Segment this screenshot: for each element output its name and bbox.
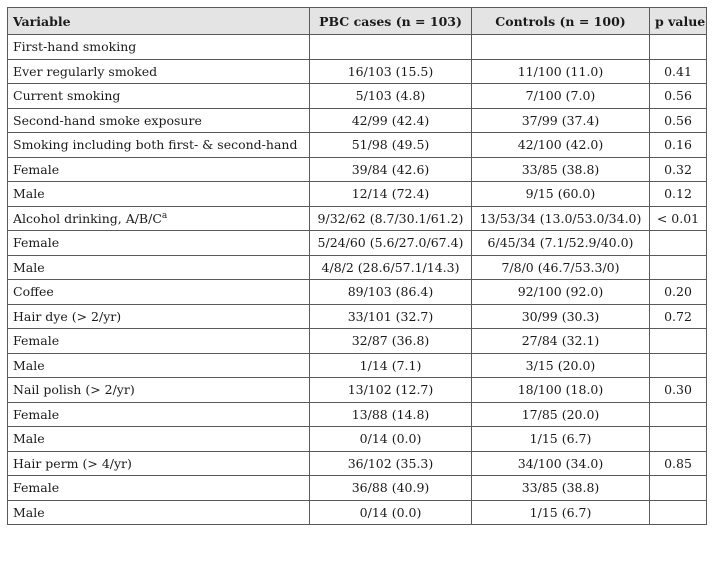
- cell-pbc-cases: 36/88 (40.9): [310, 476, 472, 501]
- header-p-value: p value: [650, 8, 707, 35]
- cell-controls: 11/100 (11.0): [472, 59, 650, 84]
- table-row: [8, 427, 707, 452]
- cell-p-value: < 0.01: [650, 206, 707, 231]
- variable-label: Alcohol drinking, A/B/C: [13, 210, 162, 226]
- table-row: [8, 108, 707, 133]
- variable-label: Smoking including both first- & second-hand: [13, 137, 298, 153]
- cell-variable: [8, 402, 310, 427]
- table-row: [8, 231, 707, 256]
- table-row: [8, 133, 707, 158]
- cell-variable: [8, 231, 310, 256]
- cell-p-value: [650, 231, 707, 256]
- cell-p-value: [650, 353, 707, 378]
- cell-pbc-cases: 89/103 (86.4): [310, 280, 472, 305]
- cell-controls: 30/99 (30.3): [472, 304, 650, 329]
- cell-variable: [8, 157, 310, 182]
- cell-variable: [8, 304, 310, 329]
- risk-factor-table: [7, 7, 707, 525]
- cell-controls: [472, 35, 650, 60]
- cell-pbc-cases: 0/14 (0.0): [310, 500, 472, 525]
- cell-variable: [8, 451, 310, 476]
- variable-label: Male: [13, 186, 45, 202]
- variable-label: Nail polish (> 2/yr): [13, 382, 135, 398]
- cell-controls: 3/15 (20.0): [472, 353, 650, 378]
- variable-label: Female: [13, 161, 60, 177]
- variable-label: Current smoking: [13, 88, 121, 104]
- cell-controls: 42/100 (42.0): [472, 133, 650, 158]
- cell-controls: 33/85 (38.8): [472, 476, 650, 501]
- cell-controls: 33/85 (38.8): [472, 157, 650, 182]
- cell-pbc-cases: 1/14 (7.1): [310, 353, 472, 378]
- cell-controls: 1/15 (6.7): [472, 427, 650, 452]
- variable-label: Female: [13, 480, 60, 496]
- cell-p-value: [650, 329, 707, 354]
- cell-controls: 17/85 (20.0): [472, 402, 650, 427]
- table-row: [8, 451, 707, 476]
- table-body: [8, 35, 707, 525]
- cell-variable: [8, 59, 310, 84]
- footnote-marker: a: [161, 210, 168, 221]
- cell-p-value: 0.72: [650, 304, 707, 329]
- table-row: [8, 476, 707, 501]
- cell-p-value: [650, 427, 707, 452]
- cell-p-value: 0.56: [650, 84, 707, 109]
- table-container: [7, 7, 707, 525]
- cell-p-value: [650, 476, 707, 501]
- cell-p-value: 0.12: [650, 182, 707, 207]
- variable-label: Male: [13, 431, 45, 447]
- cell-pbc-cases: 9/32/62 (8.7/30.1/61.2): [310, 206, 472, 231]
- cell-pbc-cases: 33/101 (32.7): [310, 304, 472, 329]
- cell-controls: 7/8/0 (46.7/53.3/0): [472, 255, 650, 280]
- table-row: [8, 329, 707, 354]
- cell-p-value: 0.85: [650, 451, 707, 476]
- variable-label: Second-hand smoke exposure: [13, 112, 202, 128]
- cell-variable: [8, 500, 310, 525]
- table-row: [8, 182, 707, 207]
- variable-label: Ever regularly smoked: [13, 63, 158, 79]
- variable-label: Male: [13, 357, 45, 373]
- variable-label: Hair dye (> 2/yr): [13, 308, 122, 324]
- cell-p-value: 0.32: [650, 157, 707, 182]
- table-row: [8, 35, 707, 60]
- table-row: [8, 206, 707, 231]
- cell-variable: [8, 280, 310, 305]
- cell-pbc-cases: 39/84 (42.6): [310, 157, 472, 182]
- table-row: [8, 59, 707, 84]
- variable-label: Hair perm (> 4/yr): [13, 455, 132, 471]
- cell-pbc-cases: 4/8/2 (28.6/57.1/14.3): [310, 255, 472, 280]
- table-row: [8, 378, 707, 403]
- cell-controls: 6/45/34 (7.1/52.9/40.0): [472, 231, 650, 256]
- table-row: [8, 280, 707, 305]
- cell-pbc-cases: 5/103 (4.8): [310, 84, 472, 109]
- cell-controls: 92/100 (92.0): [472, 280, 650, 305]
- cell-variable: [8, 35, 310, 60]
- header-pbc-cases: PBC cases (n = 103): [310, 8, 472, 35]
- cell-controls: 27/84 (32.1): [472, 329, 650, 354]
- cell-variable: [8, 329, 310, 354]
- cell-pbc-cases: 36/102 (35.3): [310, 451, 472, 476]
- cell-pbc-cases: 0/14 (0.0): [310, 427, 472, 452]
- cell-controls: 37/99 (37.4): [472, 108, 650, 133]
- cell-pbc-cases: 5/24/60 (5.6/27.0/67.4): [310, 231, 472, 256]
- table-row: [8, 304, 707, 329]
- table-row: [8, 157, 707, 182]
- variable-label: Female: [13, 406, 60, 422]
- cell-variable: [8, 182, 310, 207]
- table-row: [8, 402, 707, 427]
- table-row: [8, 353, 707, 378]
- cell-controls: 7/100 (7.0): [472, 84, 650, 109]
- cell-variable: [8, 84, 310, 109]
- cell-controls: 18/100 (18.0): [472, 378, 650, 403]
- cell-pbc-cases: 13/102 (12.7): [310, 378, 472, 403]
- cell-controls: 9/15 (60.0): [472, 182, 650, 207]
- cell-p-value: 0.16: [650, 133, 707, 158]
- header-variable: Variable: [8, 8, 310, 35]
- variable-label: Male: [13, 504, 45, 520]
- cell-p-value: [650, 255, 707, 280]
- cell-pbc-cases: 12/14 (72.4): [310, 182, 472, 207]
- table-row: [8, 84, 707, 109]
- cell-variable: [8, 353, 310, 378]
- cell-p-value: 0.20: [650, 280, 707, 305]
- header-controls: Controls (n = 100): [472, 8, 650, 35]
- variable-label: Coffee: [13, 284, 54, 300]
- variable-label: Female: [13, 333, 60, 349]
- cell-controls: 13/53/34 (13.0/53.0/34.0): [472, 206, 650, 231]
- cell-pbc-cases: 16/103 (15.5): [310, 59, 472, 84]
- table-row: [8, 255, 707, 280]
- cell-variable: [8, 133, 310, 158]
- table-row: [8, 500, 707, 525]
- cell-controls: 1/15 (6.7): [472, 500, 650, 525]
- cell-variable: [8, 378, 310, 403]
- cell-p-value: [650, 35, 707, 60]
- variable-label: First-hand smoking: [13, 39, 137, 55]
- cell-p-value: [650, 402, 707, 427]
- cell-pbc-cases: 42/99 (42.4): [310, 108, 472, 133]
- variable-label: Male: [13, 259, 45, 275]
- cell-variable: [8, 255, 310, 280]
- cell-variable: [8, 108, 310, 133]
- cell-pbc-cases: 32/87 (36.8): [310, 329, 472, 354]
- variable-label: Female: [13, 235, 60, 251]
- cell-p-value: 0.41: [650, 59, 707, 84]
- cell-p-value: 0.56: [650, 108, 707, 133]
- cell-pbc-cases: [310, 35, 472, 60]
- cell-variable: [8, 427, 310, 452]
- cell-p-value: 0.30: [650, 378, 707, 403]
- cell-pbc-cases: 51/98 (49.5): [310, 133, 472, 158]
- cell-controls: 34/100 (34.0): [472, 451, 650, 476]
- cell-p-value: [650, 500, 707, 525]
- cell-pbc-cases: 13/88 (14.8): [310, 402, 472, 427]
- cell-variable: [8, 476, 310, 501]
- header-row: [8, 8, 707, 35]
- cell-variable: [8, 206, 310, 231]
